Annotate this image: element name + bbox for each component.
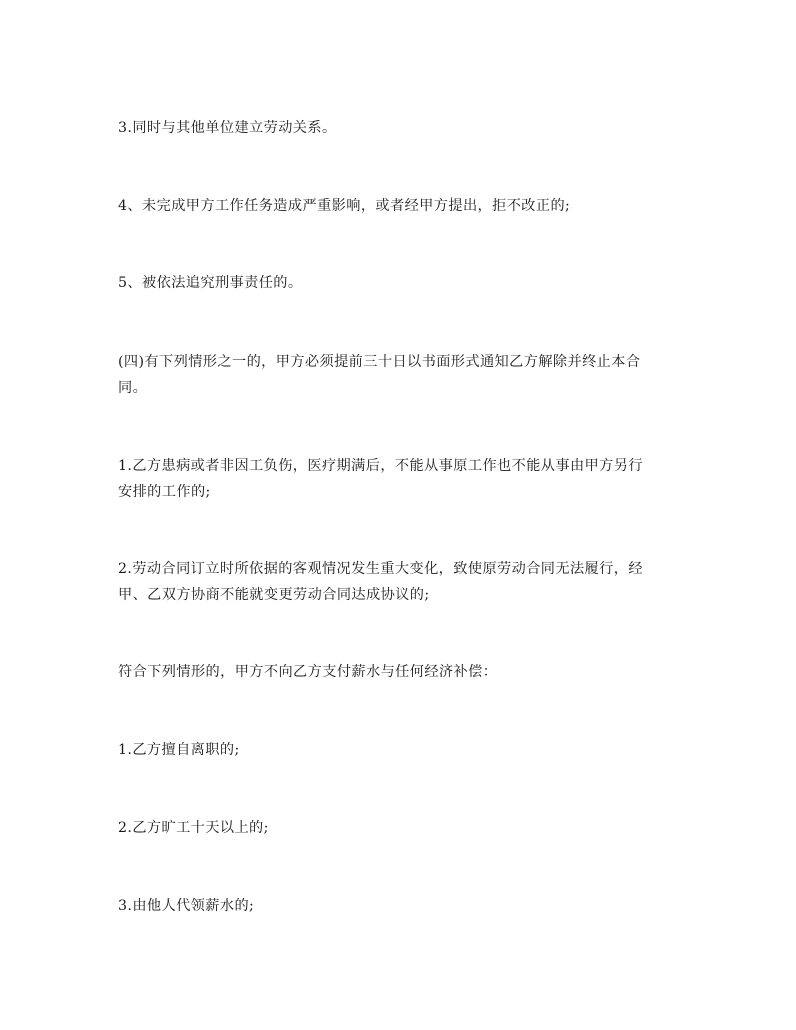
paragraph-line: 2.乙方旷工十天以上的; [118,820,269,836]
paragraph-line: 安排的工作的; [118,484,211,500]
clause-4-task-failure [118,193,683,219]
paragraph-line: (四)有下列情形之一的，甲方必须提前三十日以书面形式通知乙方解除并终止本合 [118,354,641,370]
no-compensation-intro [118,659,683,685]
clause-2-absenteeism [118,815,683,841]
paragraph-line: 甲、乙双方协商不能就变更劳动合同达成协议的; [118,587,430,603]
paragraph-line: 同。 [118,380,148,396]
paragraph-line: 1.乙方擅自离职的; [118,742,240,758]
paragraph-line: 符合下列情形的，甲方不向乙方支付薪水与任何经济补偿： [118,664,498,680]
clause-1-unauthorized-leave [118,737,683,763]
clause-2-circumstance-change [118,556,683,608]
clause-3-proxy-salary [118,893,683,919]
paragraph-line: 1.乙方患病或者非因工负伤，医疗期满后，不能从事原工作也不能从事由甲方另行 [118,458,643,474]
clause-1-illness-injury [118,453,683,505]
clause-3-other-employment [118,115,683,141]
paragraph-line: 3.同时与其他单位建立劳动关系。 [118,120,337,136]
paragraph-line: 2.劳动合同订立时所依据的客观情况发生重大变化，致使原劳动合同无法履行，经 [118,561,643,577]
clause-5-criminal-liability [118,270,683,296]
paragraph-line: 5、被依法追究刑事责任的。 [118,275,303,291]
paragraph-line: 3.由他人代领薪水的; [118,898,255,914]
section-4-notice-termination [118,349,683,401]
paragraph-line: 4、未完成甲方工作任务造成严重影响，或者经甲方提出，拒不改正的; [118,198,571,214]
